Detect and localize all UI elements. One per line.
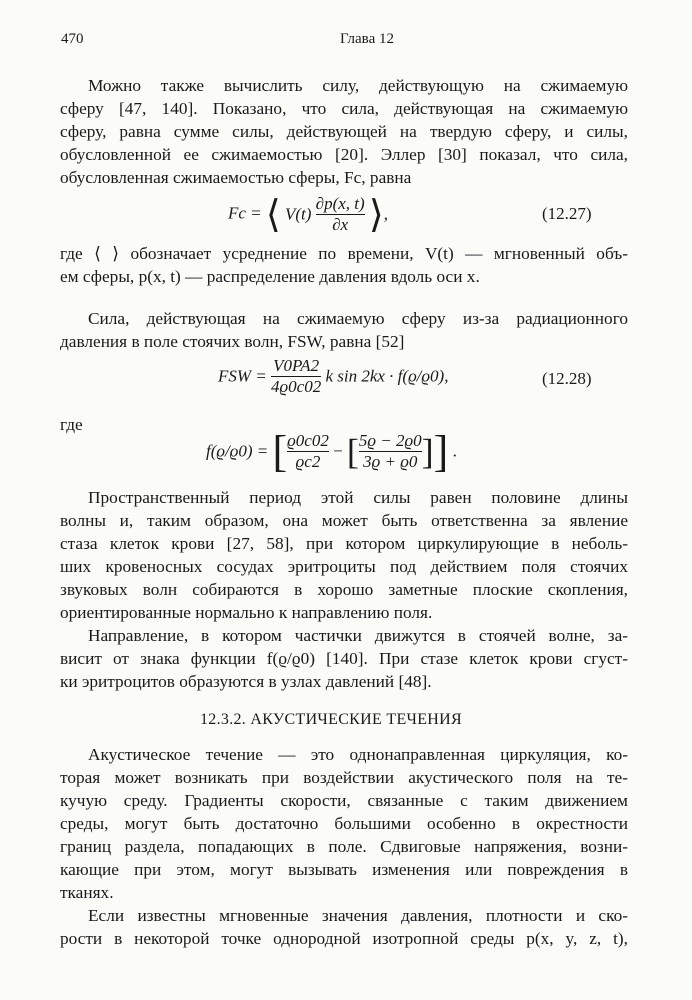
section-heading: 12.3.2. АКУСТИЧЕСКИЕ ТЕЧЕНИЯ xyxy=(200,711,462,728)
para4-line: волны и, таким образом, она может быть ответственна за явление xyxy=(60,511,628,530)
para6-line: кающие при этом, могут вызывать изменения или повреждения в xyxy=(60,860,628,879)
para3-line: давления в поле стоячих волн, FSW, равна [52] xyxy=(60,332,405,351)
para4-line: ших кровеносных сосудах эритроциты под действием поля стоячих xyxy=(60,557,628,576)
para5-line: Направление, в котором частички движутся в стоячей волне, за- xyxy=(88,626,628,645)
angle-close: ⟩ xyxy=(368,194,384,236)
para2-line: ем сферы, p(x, t) — распределение давления вдоль оси x. xyxy=(60,267,480,286)
angle-open: ⟨ xyxy=(265,194,281,236)
eq3-den2: 3ϱ + ϱ0 xyxy=(359,451,422,472)
para4-line: ориентированные нормально к направлению поля. xyxy=(60,603,433,622)
para6-line: Акустическое течение — это однонаправленная циркуляция, ко- xyxy=(88,745,628,764)
para4-line: Пространственный период этой силы равен половине длины xyxy=(88,488,628,507)
para6-line: кучую среду. Градиенты скорости, связанные с таким движением xyxy=(60,791,628,810)
eq2-lhs: FSW = xyxy=(218,366,267,386)
eq2-rhs: k sin 2kx · f(ϱ/ϱ0), xyxy=(325,366,449,386)
para7-line: Если известны мгновенные значения давления, плотности и ско- xyxy=(88,906,628,925)
para6-line: границ раздела, попадающих в поле. Сдвиговые напряжения, возни- xyxy=(60,837,628,856)
eq2-fraction xyxy=(271,356,321,397)
para6-line: торая может возникать при воздействии акустического поля на те- xyxy=(60,768,628,787)
eq2-den: 4ϱ0c02 xyxy=(271,377,322,396)
eq3-num1: ϱ0c02 xyxy=(287,431,329,450)
para3-line: Сила, действующая на сжимаемую сферу из-за радиационного xyxy=(88,309,628,328)
para1-line: обусловленной ее сжимаемостью [20]. Эллер [30] показал, что сила, xyxy=(60,145,628,164)
eq3-fraction-2 xyxy=(359,431,422,472)
para1-line: сферу, равна сумме силы, действующей на твердую сферу, и силы, xyxy=(60,122,628,141)
equation-12-28 xyxy=(218,356,448,397)
para1-line: Можно также вычислить силу, действующую на сжимаемую xyxy=(88,76,628,95)
eq3-fraction-1 xyxy=(287,431,329,472)
eq1-pre: V(t) xyxy=(284,204,312,224)
equation-number: (12.27) xyxy=(542,204,592,223)
eq3-num2: 5ϱ − 2ϱ0 xyxy=(358,431,422,450)
para5-line: ки эритроцитов образуются в узлах давлений [48]. xyxy=(60,672,432,691)
para2-line: где ⟨ ⟩ обозначает усреднение по времени, V(t) — мгновенный объ- xyxy=(60,244,628,263)
eq1-num: ∂p(x, t) xyxy=(315,194,365,213)
eq3-lhs: f(ϱ/ϱ0) = xyxy=(206,441,269,461)
para7-line: рости в некоторой точке однородной изотропной среды p(x, y, z, t), xyxy=(60,929,628,948)
equation-number: (12.28) xyxy=(542,369,592,388)
eq1-den: ∂x xyxy=(316,214,365,235)
eq3-end: . xyxy=(452,441,457,461)
running-head: Глава 12 xyxy=(340,31,394,47)
where-word: где xyxy=(60,415,83,434)
para1-line: сферу [47, 140]. Показано, что сила, действующая на сжимаемую xyxy=(60,99,628,118)
para4-line: звуковых волн собираются в хорошо заметные плоские скопления, xyxy=(60,580,628,599)
eq2-num: V0PA2 xyxy=(273,356,320,375)
para6-line: тканях. xyxy=(60,883,114,902)
equation-12-27: Fc = ⟨ V(t) $\frac{\partial p(x, t)}{\partial x}$ ⟩, xyxy=(228,194,388,236)
para6-line: среды, могут быть достаточно большими особенно в окрестности xyxy=(60,814,628,833)
para1-line: обусловленная сжимаемостью сферы, Fc, равна xyxy=(60,168,412,187)
eq3-minus: − xyxy=(333,441,343,461)
eq3-den1: ϱc2 xyxy=(287,451,329,472)
page-number: 470 xyxy=(61,31,84,47)
para4-line: стаза клеток крови [27, 58], при котором циркулирующие в неболь- xyxy=(60,534,628,553)
equation-f: f(ϱ/ϱ0) = [ $\frac{ϱ0c02}{ϱc2}$ − [ $\frac{5ϱ - 2ϱ0}{3ϱ + ϱ0}$ ]] . xyxy=(206,427,457,476)
eq1-fraction xyxy=(316,194,365,235)
para5-line: висит от знака функции f(ϱ/ϱ0) [140]. При стазе клеток крови сгуст- xyxy=(60,649,628,668)
eq1-lhs: Fc = xyxy=(228,203,262,223)
